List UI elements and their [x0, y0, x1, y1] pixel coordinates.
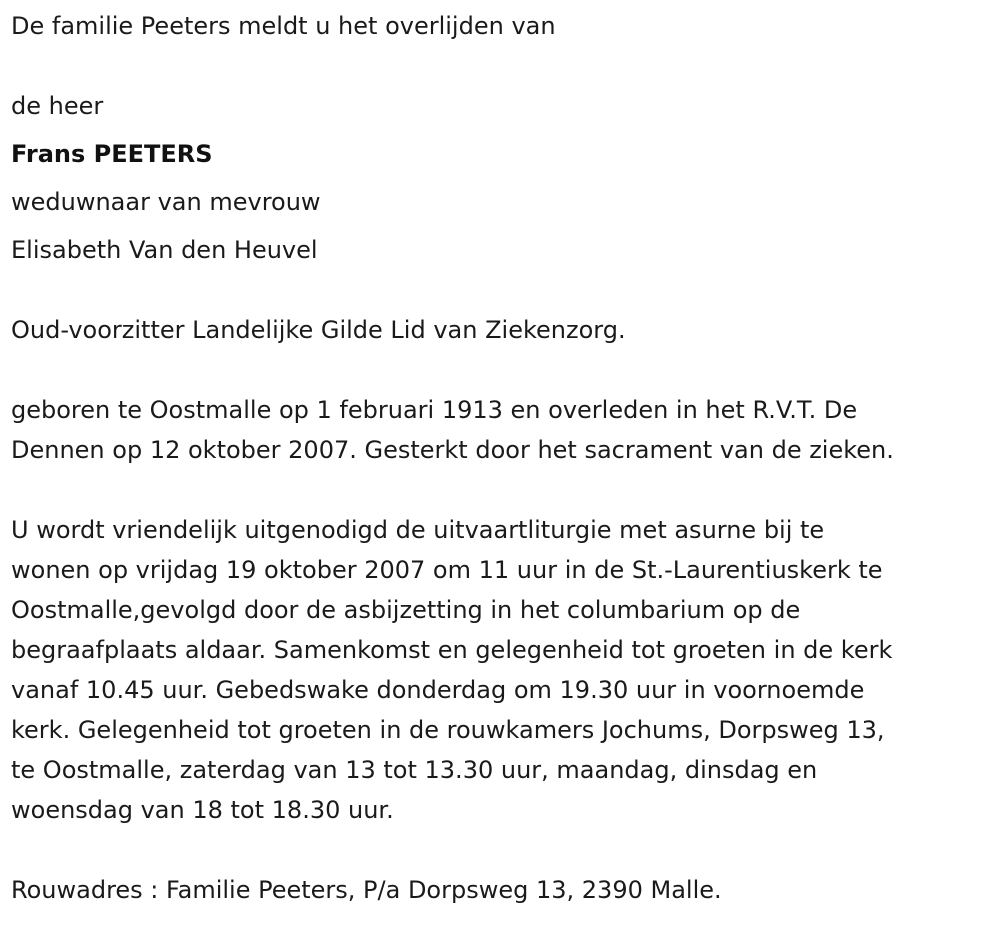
invitation-line: woensdag van 18 tot 18.30 uur. — [11, 796, 394, 824]
birth-death-line: Dennen op 12 oktober 2007. Gesterkt door het sacrament van de zieken. — [11, 436, 894, 464]
obituary-document — [11, 6, 996, 910]
salutation-text: de heer — [11, 92, 104, 120]
invitation-line: te Oostmalle, zaterdag van 13 tot 13.30 uur, maandag, dinsdag en — [11, 756, 818, 784]
invitation-line: wonen op vrijdag 19 oktober 2007 om 11 uur in de St.-Laurentiuskerk te — [11, 556, 883, 584]
intro-text: De familie Peeters meldt u het overlijden van — [11, 12, 556, 40]
spouse-name: Elisabeth Van den Heuvel — [11, 236, 318, 264]
relation-text: weduwnaar van mevrouw — [11, 188, 321, 216]
invitation-line: vanaf 10.45 uur. Gebedswake donderdag om 19.30 uur in voornoemde — [11, 676, 865, 704]
invitation-line: begraafplaats aldaar. Samenkomst en gelegenheid tot groeten in de kerk — [11, 636, 893, 664]
mourning-address: Rouwadres : Familie Peeters, P/a Dorpsweg 13, 2390 Malle. — [11, 876, 722, 904]
invitation-line: kerk. Gelegenheid tot groeten in de rouwkamers Jochums, Dorpsweg 13, — [11, 716, 885, 744]
birth-death-line: geboren te Oostmalle op 1 februari 1913 en overleden in het R.V.T. De — [11, 396, 858, 424]
invitation-line: Oostmalle,gevolgd door de asbijzetting in het columbarium op de — [11, 596, 801, 624]
invitation-line: U wordt vriendelijk uitgenodigd de uitvaartliturgie met asurne bij te — [11, 516, 825, 544]
invitation-paragraph — [11, 510, 996, 830]
birth-death-paragraph — [11, 390, 996, 470]
deceased-name: Frans PEETERS — [11, 140, 213, 168]
function-text: Oud-voorzitter Landelijke Gilde Lid van Ziekenzorg. — [11, 316, 626, 344]
